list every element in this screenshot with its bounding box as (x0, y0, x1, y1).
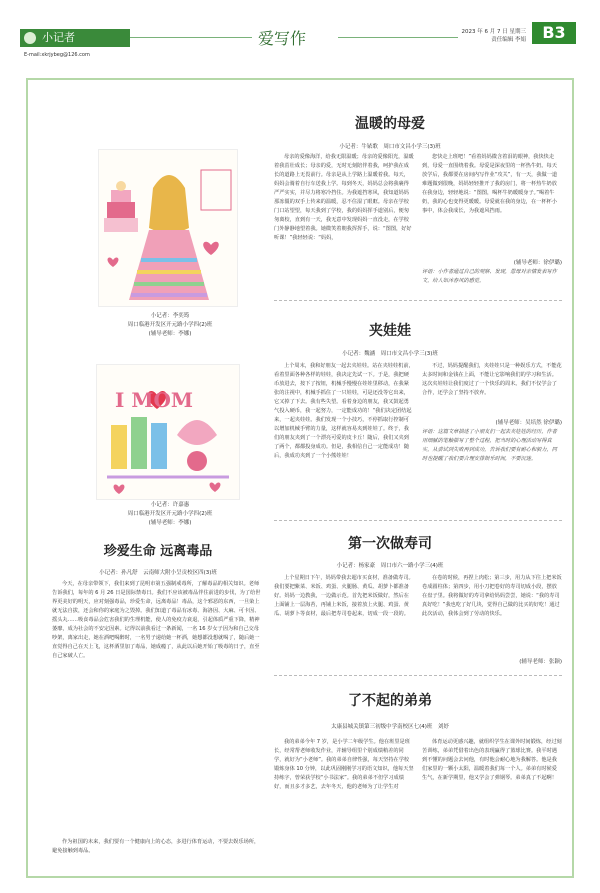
article3-col2-text: 作为祖国的未来，我们要有一个健康向上的心态，多进行体育运动，不要去娱乐场所，避免接触到毒品。 (52, 839, 260, 854)
article5-col1-text: 我的弟弟今年 7 岁，是小学二年级学生。他在班里是班长，经常帮老师收发作业，并辅导组里个别成绩稍差的同学，就好为“小老师”。我的弟弟自律性强，每天坚持在学校锻炼身体 10 分钟，以此巩固刚刚学习的语文知识，他每天坚持练字，曾荣获学校“小书法家”。我的弟弟不但学习成绩好，而且多才多艺，去年冬天，他的老师为了让学生对 (274, 739, 414, 790)
article2-col1 (274, 362, 414, 477)
article3-body (52, 580, 264, 834)
issue-date: 2023 年 6 月 7 日 星期三 (461, 29, 526, 35)
article5-col1 (274, 738, 414, 864)
responsible-editor: 责任编辑 李娟 (491, 37, 526, 43)
article1-col2-text: 您快走上班吧！”看着妈妈微含着泪的眼神，我快快走到，母爱一直围绕着我。母爱是深夜里的一杯热牛奶。每天放学后，我都要在房间内写作业“攻关”，有一天，我做一道难题做到很晚，妈妈轻轻推开了我的房门，将一杯热牛奶放在我身边，轻轻地说：“图图，喝杯牛奶暖暖身子。”喝着牛奶，我的心也变得更暖暖。母爱就在我的身边，在一杯杯小事中，体会我成长，为我遮风挡雨。 (422, 154, 558, 214)
section-title: 爱写作 (258, 29, 307, 48)
section-rule-right (338, 37, 458, 38)
art2-credit (70, 501, 270, 528)
article4-col2-text: 在卷的时候，再捏上肉松；第三步，用力从下往上把米饭卷成圆柱体；第四步，用小刀把卷好的寿司切成小段，摆放在盘子里。我将做好的寿司拿给妈妈尝尝，她说：“我的寿司真好吃！”我也吃了好几块，觉得自己做的比买的好吃！通过此次活动，我体会到了劳动的快乐。 (422, 575, 562, 617)
article4-col1 (274, 574, 414, 664)
article1-col1-text: 母亲的爱像海洋，给我无限温暖；母亲的爱像阳光，温暖着我茁壮成长；母亲的爱，无时无刻陪伴着我，呵护我在成长的道路上无畏前行。母亲是从上学路上温暖着我。每天，妈妈会骑着自行车送我上学。每到冬天，妈妈总会将我裹得严严实实，并尽力将寒冷挡住。为我遮挡寒风，我知道妈妈那冻僵的双手上传来的温暖，忍不住湿了眼眶。母亲在学校门口站望望，每天我到了学校，我的妈妈挥手道别后，便匆匆离校，直到有一天，我无意中发现妈妈一直没走，在学校门外静静地望着我。她微笑着朝我挥挥手，说：“图图，好好听课！”我轻轻说：“妈妈， (274, 154, 414, 241)
article5-byline: 太康县城关镇第三初级中学南校区七(4)班 刘妤 (331, 724, 449, 730)
article2-col2-text: 不过，妈妈提醒我们，夹娃娃只是一种娱乐方式，不能花太多时间和金钱在上面，不能让它影响我们的学习和生活。这次夹娃娃让我们度过了一个快乐的周末。我们不仅学会了合作，还学会了坚持不放弃。 (422, 363, 562, 396)
article2-col2 (422, 362, 562, 412)
article4-byline: 小记者：杨家豪 周口市六一路小学三(4)班 (336, 563, 444, 569)
page-number-badge: B3 (532, 22, 576, 44)
article2-byline: 小记者：魏涵 周口市文昌小学三(3)班 (342, 351, 438, 357)
article2-teacher: (辅导老师：吴培然 徐伊璐) (495, 420, 562, 426)
art2-heading: I MOM (115, 388, 194, 412)
article1-review: 评语：小作者通过自己的观察、发现，恩母对亲情发表写作文，给人如沐春风的感觉。 (422, 269, 557, 284)
divider (274, 675, 562, 676)
article3-byline: 小记者：孙凡舒 云南师大附小呈贡校区四(3)班 (99, 570, 217, 576)
article1-col1 (274, 153, 414, 278)
art1-author: 小记者：李奕筠 (150, 313, 190, 319)
art2-teacher: (辅导老师：李娜) (148, 520, 192, 526)
art2-author: 小记者：许嘉惠 (150, 502, 190, 508)
art1-credit (70, 312, 270, 339)
article3-col1-text: 今天，在母亲带领下，我们来到了昆明市第五强制戒毒所，了解毒品的相关知识。老师告诉我们，每年的 6 月 26 日是国际禁毒日。我们不应该被毒品伴住前进的步伐，为了给世界更美好的明天，应对刻强毒品，珍爱生命，远离毒品！毒品，这个邪恶的东西，一旦染上就无法自拔，还会和你的家庭为之毁掉。我们知道了毒品有冰毒、海洛因、大麻、可卡因、摇头丸……吸食毒品会危害我们的生理机能，使人的免疫力衰退，引起体质严重下降，精神萎靡，成为社会的不安定因素。记得以前我看过一条新闻，一名 16 岁女子因为和自己交母吵架，离家出走，她在酒吧喝醉时，一名男子递给她一杯酒，她想都没想就喝了，随后她一直觉得自己在天上飞，这杯酒里加了毒品，她成瘾了，从此以后她开始了吸毒的日子，直至自己家破人亡。 (52, 581, 261, 659)
art2-school: 周口临港开发区开元路小学四(2)班 (127, 511, 213, 517)
article3-title: 珍爱生命 远离毒品 (103, 544, 213, 559)
contact-email: E-mail:xkrjybeg@126.com (24, 52, 90, 58)
article2-review: 评语：这篇文章描述了小朋友们一起去夹娃娃的经历，作者用细腻的笔触描写了整个过程，把当时的心理活动写得真实，从尝试到失败再到成功，告诉我们要有耐心和毅力，同时也提醒了我们要合理安排娱乐时间，不要沉迷。 (422, 429, 557, 462)
logo-mark-icon (24, 32, 36, 44)
article2-title: 夹娃娃 (369, 323, 411, 339)
article5-title: 了不起的弟弟 (348, 693, 432, 709)
article4-col1-text: 上个星期日下午，妈妈带我去超市买食材，准备做寿司。我们要把紫菜、米饭、鸡蛋、火腿肠、黄瓜、胡萝卜都准备好。妈妈一边教我，一边做示范。首先把米饭做好，然后在上面铺上一层海苔，再铺上米饭，接着放上火腿、鸡蛋、黄瓜、胡萝卜等食材，最后把寿司卷起来，切成一段一段的。 (274, 575, 414, 617)
article5-col2 (422, 738, 562, 864)
art1-teacher: (辅导老师：李娜) (148, 331, 192, 337)
column-logo (20, 29, 130, 47)
article4-title: 第一次做寿司 (348, 536, 432, 552)
page-header (0, 0, 600, 60)
child-drawing-i-mom (96, 364, 240, 500)
divider (274, 300, 562, 301)
article3-ending (52, 838, 264, 865)
article4-teacher: (辅导老师：张颖) (519, 659, 562, 665)
section-rule-left (130, 37, 252, 38)
article4-col2 (422, 574, 562, 654)
child-drawing-girl (98, 149, 238, 307)
divider (274, 520, 562, 521)
logo-text: 小记者 (42, 31, 75, 44)
article1-col2 (422, 153, 562, 251)
article1-teacher: (辅导老师：徐伊璐) (513, 260, 562, 266)
art1-school: 周口临港开发区开元路小学四(2)班 (127, 322, 213, 328)
article5-col2-text: 体育运动更感兴趣，就组织学生在课外时间锻炼，经过刻苦训练，弟弟凭借着出色的表现赢得了篮球比赛。我平时遇到不懂的问题会去问他，有时他会耐心地为我解答。他是我们家里的一颗小太阳，温暖着我们每一个人。弟弟有时候爱生气，在新学期里，他又学会了弹钢琴。弟弟真了不起啊！ (422, 739, 562, 781)
article1-byline: 小记者：牛铱歌 周口市文昌小学三(3)班 (339, 144, 441, 150)
article1-title: 温暖的母爱 (355, 116, 425, 132)
article2-col1-text: 上个周末，我和好朋友一起去夹娃娃。站在夹娃娃机前，看着里面各种各样的娃娃，我决定先试一下。于是，我把硬币放进去，按下了按钮，机械手慢慢在娃娃里移动，在我紧张的注视中，机械手抓住了一只娃娃，可是还没等它出来，它又掉了下去。我有些失望。看着身边的朋友，我又鼓起勇气投入硬币，我一起努力，一定能成功的！“我们决定团结起来，一起夹娃娃。我们发现一个小技巧，不停抓取行控制可以增加机械手臂的力量，这样就容易夹到娃娃了。终于，我们的朋友夹到了一个漂亮可爱的皮卡丘！随后，我们又夹到了两个，都都投身成功。但是，我相信自己一定能成功！随后，我成功夹到了一个小熊娃娃！ (274, 363, 414, 459)
